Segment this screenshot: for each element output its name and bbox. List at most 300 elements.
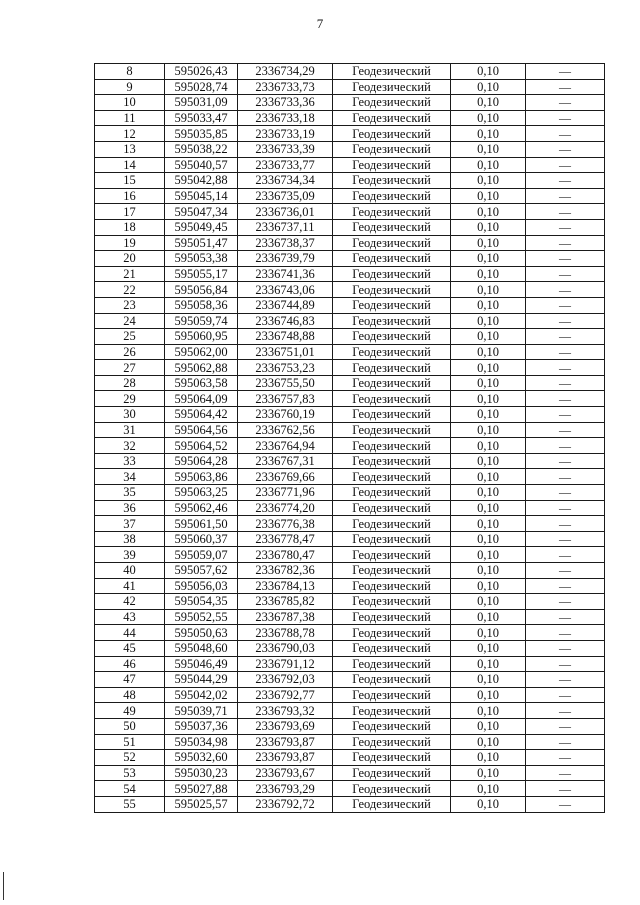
description-cell <box>526 750 605 766</box>
y-coordinate-cell: 2336792,72 <box>238 796 333 812</box>
method-cell: Геодезический <box>333 703 451 719</box>
description-cell <box>526 329 605 345</box>
dash-mark: — <box>559 625 571 640</box>
accuracy-cell: 0,10 <box>451 563 526 579</box>
accuracy-cell: 0,10 <box>451 656 526 672</box>
accuracy-cell: 0,10 <box>451 781 526 797</box>
accuracy-cell: 0,10 <box>451 344 526 360</box>
dash-mark: — <box>559 734 571 749</box>
description-cell <box>526 609 605 625</box>
y-coordinate-cell: 2336771,96 <box>238 485 333 501</box>
dash-mark: — <box>559 329 571 344</box>
x-coordinate-cell: 595045,14 <box>165 188 238 204</box>
description-cell <box>526 313 605 329</box>
point-number-cell: 38 <box>95 531 165 547</box>
y-coordinate-cell: 2336734,29 <box>238 64 333 80</box>
method-cell: Геодезический <box>333 126 451 142</box>
x-coordinate-cell: 595042,02 <box>165 687 238 703</box>
description-cell <box>526 391 605 407</box>
y-coordinate-cell: 2336785,82 <box>238 594 333 610</box>
accuracy-cell: 0,10 <box>451 126 526 142</box>
y-coordinate-cell: 2336751,01 <box>238 344 333 360</box>
point-number-cell: 28 <box>95 375 165 391</box>
accuracy-cell: 0,10 <box>451 718 526 734</box>
point-number-cell: 37 <box>95 516 165 532</box>
accuracy-cell: 0,10 <box>451 469 526 485</box>
point-number-cell: 8 <box>95 64 165 80</box>
description-cell <box>526 765 605 781</box>
point-number-cell: 33 <box>95 453 165 469</box>
y-coordinate-cell: 2336753,23 <box>238 360 333 376</box>
x-coordinate-cell: 595062,46 <box>165 500 238 516</box>
description-cell <box>526 563 605 579</box>
table-row <box>95 547 605 563</box>
accuracy-cell: 0,10 <box>451 173 526 189</box>
point-number-cell: 26 <box>95 344 165 360</box>
y-coordinate-cell: 2336764,94 <box>238 438 333 454</box>
y-coordinate-cell: 2336744,89 <box>238 297 333 313</box>
table-row <box>95 329 605 345</box>
x-coordinate-cell: 595035,85 <box>165 126 238 142</box>
method-cell: Геодезический <box>333 375 451 391</box>
point-number-cell: 46 <box>95 656 165 672</box>
accuracy-cell: 0,10 <box>451 110 526 126</box>
method-cell: Геодезический <box>333 329 451 345</box>
accuracy-cell: 0,10 <box>451 422 526 438</box>
x-coordinate-cell: 595039,71 <box>165 703 238 719</box>
x-coordinate-cell: 595042,88 <box>165 173 238 189</box>
description-cell <box>526 219 605 235</box>
description-cell <box>526 438 605 454</box>
method-cell: Геодезический <box>333 516 451 532</box>
accuracy-cell: 0,10 <box>451 391 526 407</box>
y-coordinate-cell: 2336746,83 <box>238 313 333 329</box>
description-cell <box>526 251 605 267</box>
dash-mark: — <box>559 235 571 250</box>
dash-mark: — <box>559 204 571 219</box>
table-row <box>95 141 605 157</box>
x-coordinate-cell: 595056,84 <box>165 282 238 298</box>
table-row <box>95 266 605 282</box>
point-number-cell: 40 <box>95 563 165 579</box>
point-number-cell: 14 <box>95 157 165 173</box>
dash-mark: — <box>559 578 571 593</box>
y-coordinate-cell: 2336733,36 <box>238 95 333 111</box>
table-row <box>95 656 605 672</box>
table-row <box>95 609 605 625</box>
accuracy-cell: 0,10 <box>451 188 526 204</box>
table-row <box>95 126 605 142</box>
dash-mark: — <box>559 469 571 484</box>
dash-mark: — <box>559 766 571 781</box>
description-cell <box>526 235 605 251</box>
table-row <box>95 531 605 547</box>
point-number-cell: 44 <box>95 625 165 641</box>
description-cell <box>526 407 605 423</box>
x-coordinate-cell: 595038,22 <box>165 141 238 157</box>
table-row <box>95 640 605 656</box>
point-number-cell: 13 <box>95 141 165 157</box>
dash-mark: — <box>559 64 571 79</box>
description-cell <box>526 734 605 750</box>
x-coordinate-cell: 595026,43 <box>165 64 238 80</box>
margin-mark <box>3 872 4 900</box>
method-cell: Геодезический <box>333 438 451 454</box>
accuracy-cell: 0,10 <box>451 672 526 688</box>
point-number-cell: 48 <box>95 687 165 703</box>
description-cell <box>526 640 605 656</box>
table-row <box>95 500 605 516</box>
point-number-cell: 16 <box>95 188 165 204</box>
point-number-cell: 51 <box>95 734 165 750</box>
y-coordinate-cell: 2336734,34 <box>238 173 333 189</box>
point-number-cell: 55 <box>95 796 165 812</box>
x-coordinate-cell: 595053,38 <box>165 251 238 267</box>
point-number-cell: 49 <box>95 703 165 719</box>
x-coordinate-cell: 595064,42 <box>165 407 238 423</box>
x-coordinate-cell: 595055,17 <box>165 266 238 282</box>
method-cell: Геодезический <box>333 578 451 594</box>
description-cell <box>526 547 605 563</box>
method-cell: Геодезический <box>333 687 451 703</box>
point-number-cell: 43 <box>95 609 165 625</box>
x-coordinate-cell: 595054,35 <box>165 594 238 610</box>
table-row <box>95 173 605 189</box>
accuracy-cell: 0,10 <box>451 547 526 563</box>
description-cell <box>526 594 605 610</box>
x-coordinate-cell: 595047,34 <box>165 204 238 220</box>
y-coordinate-cell: 2336733,77 <box>238 157 333 173</box>
y-coordinate-cell: 2336788,78 <box>238 625 333 641</box>
accuracy-cell: 0,10 <box>451 64 526 80</box>
table-row <box>95 360 605 376</box>
description-cell <box>526 781 605 797</box>
point-number-cell: 39 <box>95 547 165 563</box>
method-cell: Геодезический <box>333 625 451 641</box>
method-cell: Геодезический <box>333 251 451 267</box>
dash-mark: — <box>559 391 571 406</box>
description-cell <box>526 157 605 173</box>
x-coordinate-cell: 595064,52 <box>165 438 238 454</box>
table-row <box>95 765 605 781</box>
point-number-cell: 29 <box>95 391 165 407</box>
point-number-cell: 52 <box>95 750 165 766</box>
dash-mark: — <box>559 500 571 515</box>
x-coordinate-cell: 595049,45 <box>165 219 238 235</box>
x-coordinate-cell: 595051,47 <box>165 235 238 251</box>
point-number-cell: 12 <box>95 126 165 142</box>
dash-mark: — <box>559 79 571 94</box>
y-coordinate-cell: 2336743,06 <box>238 282 333 298</box>
table-row <box>95 625 605 641</box>
description-cell <box>526 672 605 688</box>
method-cell: Геодезический <box>333 79 451 95</box>
y-coordinate-cell: 2336748,88 <box>238 329 333 345</box>
description-cell <box>526 64 605 80</box>
point-number-cell: 34 <box>95 469 165 485</box>
accuracy-cell: 0,10 <box>451 266 526 282</box>
point-number-cell: 45 <box>95 640 165 656</box>
description-cell <box>526 422 605 438</box>
y-coordinate-cell: 2336774,20 <box>238 500 333 516</box>
table-row <box>95 734 605 750</box>
y-coordinate-cell: 2336793,67 <box>238 765 333 781</box>
dash-mark: — <box>559 641 571 656</box>
accuracy-cell: 0,10 <box>451 297 526 313</box>
table-row <box>95 578 605 594</box>
table-row <box>95 157 605 173</box>
page-number: 7 <box>316 16 324 31</box>
method-cell: Геодезический <box>333 95 451 111</box>
table-row <box>95 781 605 797</box>
table-row <box>95 282 605 298</box>
method-cell: Геодезический <box>333 485 451 501</box>
y-coordinate-cell: 2336735,09 <box>238 188 333 204</box>
point-number-cell: 27 <box>95 360 165 376</box>
table-row <box>95 313 605 329</box>
description-cell <box>526 141 605 157</box>
table-row <box>95 438 605 454</box>
accuracy-cell: 0,10 <box>451 95 526 111</box>
x-coordinate-cell: 595063,25 <box>165 485 238 501</box>
y-coordinate-cell: 2336793,87 <box>238 734 333 750</box>
x-coordinate-cell: 595058,36 <box>165 297 238 313</box>
method-cell: Геодезический <box>333 594 451 610</box>
description-cell <box>526 204 605 220</box>
method-cell: Геодезический <box>333 360 451 376</box>
method-cell: Геодезический <box>333 469 451 485</box>
y-coordinate-cell: 2336739,79 <box>238 251 333 267</box>
y-coordinate-cell: 2336741,36 <box>238 266 333 282</box>
description-cell <box>526 578 605 594</box>
method-cell: Геодезический <box>333 391 451 407</box>
accuracy-cell: 0,10 <box>451 375 526 391</box>
dash-mark: — <box>559 407 571 422</box>
dash-mark: — <box>559 173 571 188</box>
description-cell <box>526 173 605 189</box>
dash-mark: — <box>559 111 571 126</box>
accuracy-cell: 0,10 <box>451 453 526 469</box>
accuracy-cell: 0,10 <box>451 734 526 750</box>
method-cell: Геодезический <box>333 453 451 469</box>
accuracy-cell: 0,10 <box>451 609 526 625</box>
dash-mark: — <box>559 157 571 172</box>
y-coordinate-cell: 2336792,03 <box>238 672 333 688</box>
description-cell <box>526 360 605 376</box>
method-cell: Геодезический <box>333 188 451 204</box>
accuracy-cell: 0,10 <box>451 796 526 812</box>
description-cell <box>526 95 605 111</box>
method-cell: Геодезический <box>333 173 451 189</box>
description-cell <box>526 625 605 641</box>
table-row <box>95 594 605 610</box>
point-number-cell: 54 <box>95 781 165 797</box>
table-row <box>95 110 605 126</box>
table-row <box>95 687 605 703</box>
accuracy-cell: 0,10 <box>451 79 526 95</box>
dash-mark: — <box>559 142 571 157</box>
dash-mark: — <box>559 360 571 375</box>
description-cell <box>526 344 605 360</box>
point-number-cell: 53 <box>95 765 165 781</box>
point-number-cell: 15 <box>95 173 165 189</box>
accuracy-cell: 0,10 <box>451 438 526 454</box>
method-cell: Геодезический <box>333 734 451 750</box>
description-cell <box>526 718 605 734</box>
x-coordinate-cell: 595037,36 <box>165 718 238 734</box>
dash-mark: — <box>559 251 571 266</box>
description-cell <box>526 516 605 532</box>
dash-mark: — <box>559 189 571 204</box>
description-cell <box>526 687 605 703</box>
method-cell: Геодезический <box>333 407 451 423</box>
x-coordinate-cell: 595028,74 <box>165 79 238 95</box>
dash-mark: — <box>559 454 571 469</box>
table-row <box>95 703 605 719</box>
accuracy-cell: 0,10 <box>451 235 526 251</box>
x-coordinate-cell: 595027,88 <box>165 781 238 797</box>
dash-mark: — <box>559 547 571 562</box>
description-cell <box>526 188 605 204</box>
description-cell <box>526 485 605 501</box>
y-coordinate-cell: 2336793,29 <box>238 781 333 797</box>
y-coordinate-cell: 2336769,66 <box>238 469 333 485</box>
table-row <box>95 79 605 95</box>
description-cell <box>526 79 605 95</box>
table-row <box>95 95 605 111</box>
method-cell: Геодезический <box>333 547 451 563</box>
x-coordinate-cell: 595033,47 <box>165 110 238 126</box>
method-cell: Геодезический <box>333 266 451 282</box>
dash-mark: — <box>559 298 571 313</box>
dash-mark: — <box>559 422 571 437</box>
method-cell: Геодезический <box>333 297 451 313</box>
x-coordinate-cell: 595062,00 <box>165 344 238 360</box>
method-cell: Геодезический <box>333 64 451 80</box>
x-coordinate-cell: 595046,49 <box>165 656 238 672</box>
dash-mark: — <box>559 220 571 235</box>
point-number-cell: 36 <box>95 500 165 516</box>
x-coordinate-cell: 595064,09 <box>165 391 238 407</box>
x-coordinate-cell: 595059,74 <box>165 313 238 329</box>
accuracy-cell: 0,10 <box>451 204 526 220</box>
dash-mark: — <box>559 656 571 671</box>
method-cell: Геодезический <box>333 282 451 298</box>
point-number-cell: 22 <box>95 282 165 298</box>
point-number-cell: 32 <box>95 438 165 454</box>
y-coordinate-cell: 2336733,39 <box>238 141 333 157</box>
accuracy-cell: 0,10 <box>451 594 526 610</box>
coordinates-table <box>94 63 605 813</box>
y-coordinate-cell: 2336782,36 <box>238 563 333 579</box>
x-coordinate-cell: 595063,86 <box>165 469 238 485</box>
y-coordinate-cell: 2336793,32 <box>238 703 333 719</box>
method-cell: Геодезический <box>333 765 451 781</box>
dash-mark: — <box>559 563 571 578</box>
accuracy-cell: 0,10 <box>451 765 526 781</box>
y-coordinate-cell: 2336793,87 <box>238 750 333 766</box>
x-coordinate-cell: 595060,37 <box>165 531 238 547</box>
dash-mark: — <box>559 95 571 110</box>
table-row <box>95 563 605 579</box>
dash-mark: — <box>559 750 571 765</box>
x-coordinate-cell: 595034,98 <box>165 734 238 750</box>
y-coordinate-cell: 2336767,31 <box>238 453 333 469</box>
point-number-cell: 25 <box>95 329 165 345</box>
dash-mark: — <box>559 781 571 796</box>
accuracy-cell: 0,10 <box>451 687 526 703</box>
description-cell <box>526 297 605 313</box>
point-number-cell: 42 <box>95 594 165 610</box>
y-coordinate-cell: 2336737,11 <box>238 219 333 235</box>
accuracy-cell: 0,10 <box>451 516 526 532</box>
table-row <box>95 251 605 267</box>
method-cell: Геодезический <box>333 718 451 734</box>
method-cell: Геодезический <box>333 422 451 438</box>
method-cell: Геодезический <box>333 219 451 235</box>
point-number-cell: 9 <box>95 79 165 95</box>
accuracy-cell: 0,10 <box>451 313 526 329</box>
method-cell: Геодезический <box>333 204 451 220</box>
y-coordinate-cell: 2336755,50 <box>238 375 333 391</box>
y-coordinate-cell: 2336733,19 <box>238 126 333 142</box>
accuracy-cell: 0,10 <box>451 251 526 267</box>
x-coordinate-cell: 595064,28 <box>165 453 238 469</box>
description-cell <box>526 500 605 516</box>
accuracy-cell: 0,10 <box>451 219 526 235</box>
x-coordinate-cell: 595032,60 <box>165 750 238 766</box>
point-number-cell: 10 <box>95 95 165 111</box>
table-row <box>95 391 605 407</box>
dash-mark: — <box>559 267 571 282</box>
dash-mark: — <box>559 344 571 359</box>
table-row <box>95 672 605 688</box>
table-row <box>95 64 605 80</box>
point-number-cell: 21 <box>95 266 165 282</box>
x-coordinate-cell: 595044,29 <box>165 672 238 688</box>
description-cell <box>526 282 605 298</box>
point-number-cell: 19 <box>95 235 165 251</box>
method-cell: Геодезический <box>333 609 451 625</box>
x-coordinate-cell: 595057,62 <box>165 563 238 579</box>
description-cell <box>526 110 605 126</box>
y-coordinate-cell: 2336790,03 <box>238 640 333 656</box>
dash-mark: — <box>559 594 571 609</box>
description-cell <box>526 531 605 547</box>
accuracy-cell: 0,10 <box>451 141 526 157</box>
point-number-cell: 20 <box>95 251 165 267</box>
dash-mark: — <box>559 797 571 812</box>
point-number-cell: 23 <box>95 297 165 313</box>
method-cell: Геодезический <box>333 531 451 547</box>
accuracy-cell: 0,10 <box>451 578 526 594</box>
table-row <box>95 718 605 734</box>
dash-mark: — <box>559 516 571 531</box>
accuracy-cell: 0,10 <box>451 750 526 766</box>
table-row <box>95 219 605 235</box>
method-cell: Геодезический <box>333 141 451 157</box>
description-cell <box>526 796 605 812</box>
description-cell <box>526 656 605 672</box>
table-row <box>95 344 605 360</box>
dash-mark: — <box>559 485 571 500</box>
accuracy-cell: 0,10 <box>451 282 526 298</box>
x-coordinate-cell: 595060,95 <box>165 329 238 345</box>
table-row <box>95 422 605 438</box>
description-cell <box>526 375 605 391</box>
x-coordinate-cell: 595030,23 <box>165 765 238 781</box>
method-cell: Геодезический <box>333 235 451 251</box>
